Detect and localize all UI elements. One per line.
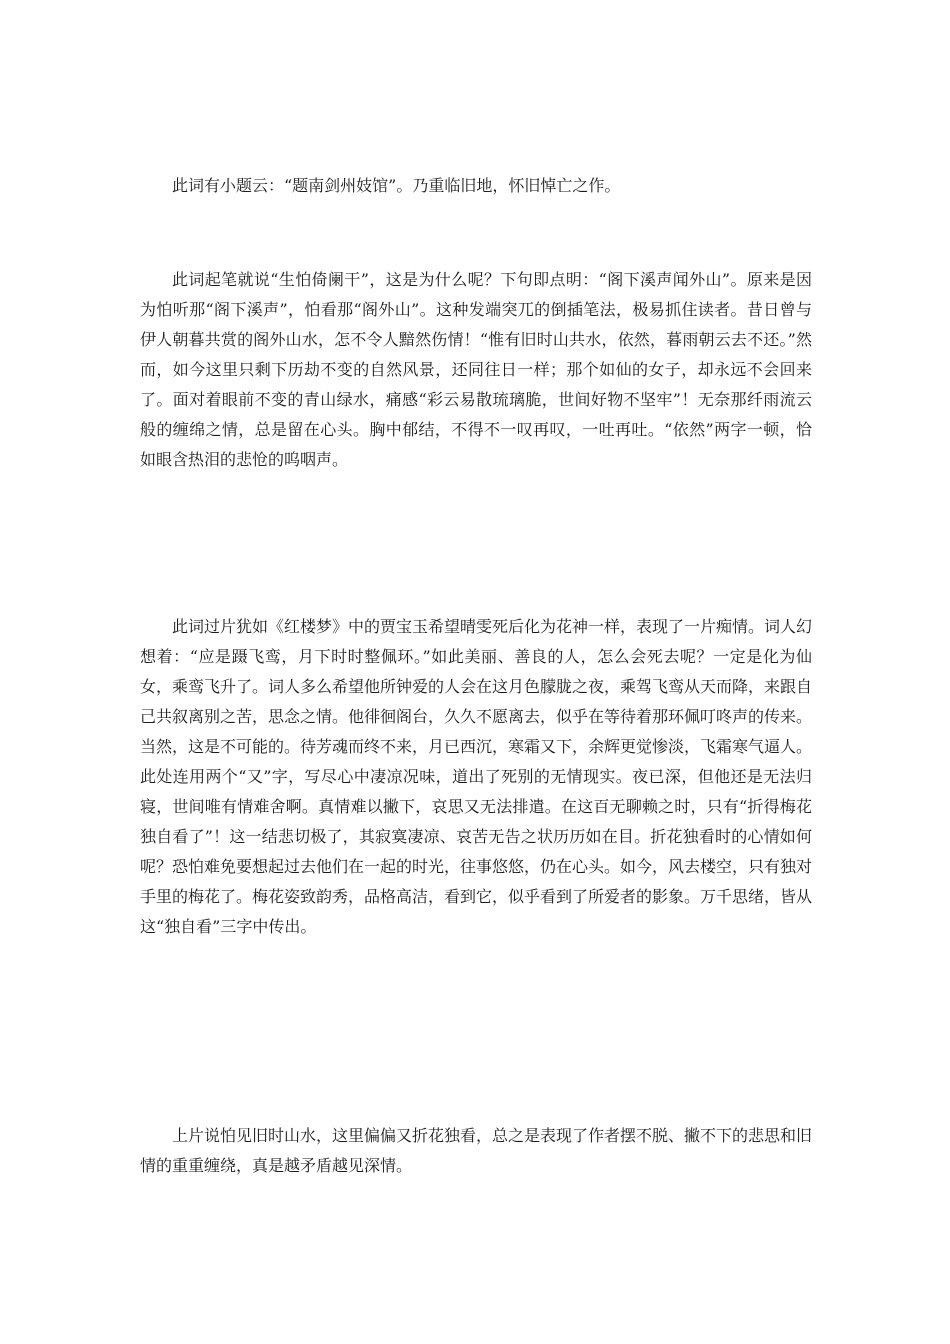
paragraph-conclusion: 上片说怕见旧时山水，这里偏偏又折花独看，总之是表现了作者摆不脱、撇不下的悲思和旧情的重重缠绕，真是越矛盾越见深情。: [140, 1126, 813, 1175]
paragraph-opening-analysis: 此词起笔就说“生怕倚阑干”，这是为什么呢？下句即点明：“阁下溪声闻外山”。原来是因为怕听那“阁下溪声”，怕看那“阁外山”。这种发端突兀的倒插笔法，极易抓住读者。昔日曾与伊人朝暮共赏的阁外山水，怎不令人黯然伤情！“惟有旧时山共水，依然，暮雨朝云去不还。”然而，如今这里只剩下历劫不变的自然风景，还同往日一样；那个如仙的女子，却永远不会回来了。面对着眼前不变的青山绿水，痛感“彩云易散琉璃脆，世间好物不坚牢”！无奈那纤雨流云般的缠绵之情，总是留在心头。胸中郁结，不得不一叹再叹，一吐再吐。“依然”两字一顿，恰如眼含热泪的悲怆的呜咽声。: [140, 270, 812, 469]
paragraph-second-stanza-analysis: 此词过片犹如《红楼梦》中的贾宝玉希望晴雯死后化为花神一样，表现了一片痴情。词人幻想着：“应是蹑飞鸾，月下时时整佩环。”如此美丽、善良的人，怎么会死去呢？一定是化为仙女，乘鸾飞升了。词人多么希望他所钟爱的人会在这月色朦胧之夜，乘驾飞鸾从天而降，来跟自己共叙离别之苦，思念之情。他徘徊阁台，久久不愿离去，似乎在等待着那环佩叮咚声的传来。当然，这是不可能的。待芳魂而终不来，月已西沉，寒霜又下，余辉更觉惨淡，飞霜寒气逼人。此处连用两个“又”字，写尽心中凄凉况味，道出了死别的无情现实。夜已深，但他还是无法归寝，世间唯有情难舍啊。真情难以撇下，哀思又无法排遣。在这百无聊赖之时，只有“折得梅花独自看了”！这一结悲切极了，其寂寞凄凉、哀苦无告之状历历如在目。折花独看时的心情如何呢？恐怕难免要想起过去他们在一起的时光，往事悠悠，仍在心头。如今，风去楼空，只有独对手里的梅花了。梅花姿致韵秀，品格高洁，看到它，似乎看到了所爱者的影象。万千思绪，皆从这“独自看”三字中传出。: [140, 617, 813, 936]
paragraph-subtitle-note: 此词有小题云：“题南剑州妓馆”。乃重临旧地，怀旧悼亡之作。: [172, 176, 621, 195]
